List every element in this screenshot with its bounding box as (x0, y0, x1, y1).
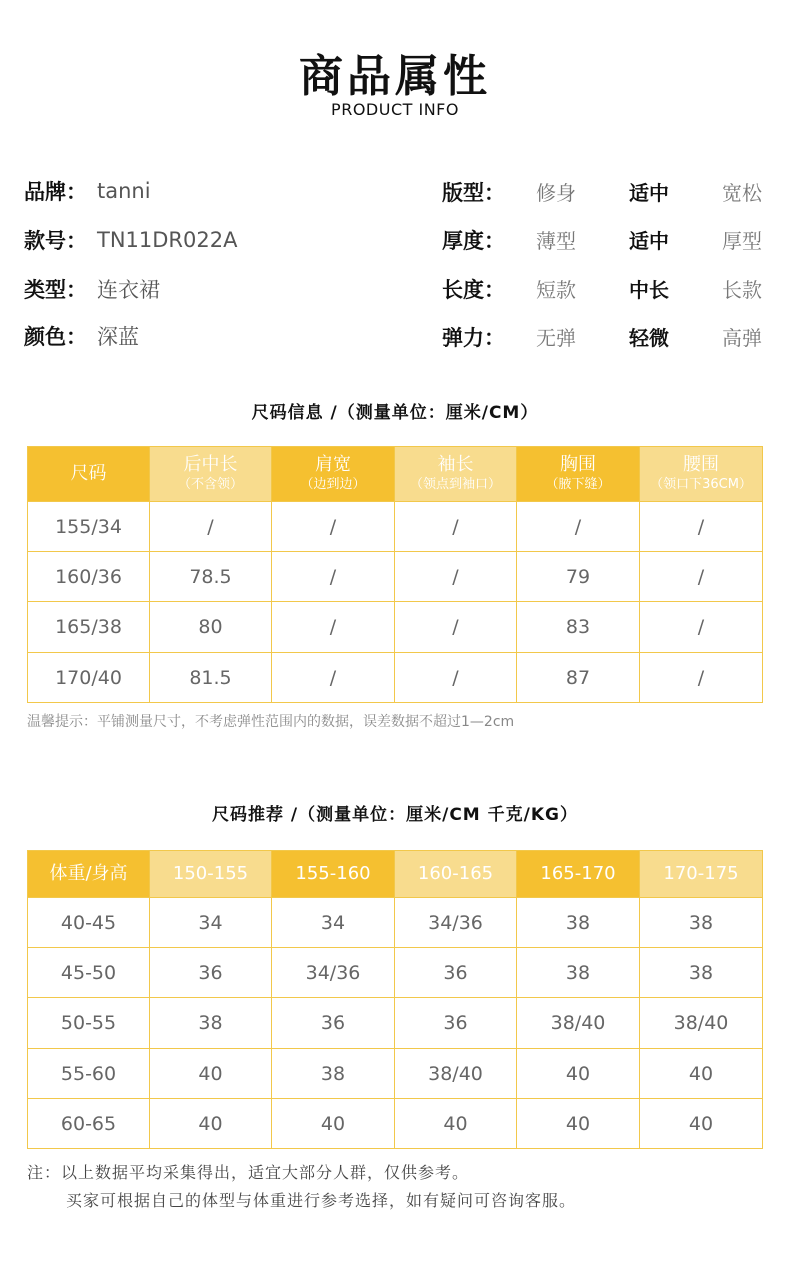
header-sub: （腋下缝） (545, 477, 611, 492)
table-cell: / (272, 653, 395, 703)
option-fit-choice-selected: 适中 (629, 181, 669, 205)
table-cell: 36 (272, 998, 395, 1049)
table-header-cell (640, 447, 763, 502)
option-thickness-choice-selected: 适中 (629, 229, 669, 253)
attr-brand (24, 176, 151, 206)
header-main: 肩宽 (315, 454, 351, 475)
table-cell: 40 (640, 1049, 763, 1099)
header-main: 150-155 (172, 863, 249, 884)
header-sub: （不含领） (177, 477, 243, 492)
header-main: 后中长 (183, 454, 238, 475)
attr-label: 类型： (24, 278, 87, 302)
table-header-cell (640, 851, 763, 898)
table-cell: 34 (150, 898, 272, 948)
size-info-note: 温馨提示：平铺测量尺寸，不考虑弹性范围内的数据，误差数据不超过1—2cm (27, 714, 515, 730)
header-main: 170-175 (663, 863, 739, 884)
table-row (28, 653, 763, 703)
table-row (28, 552, 763, 602)
attr-label: 款号： (24, 229, 87, 253)
attr-value: 深蓝 (97, 325, 139, 349)
attr-value: TN11DR022A (97, 228, 238, 252)
table-header-row (28, 851, 763, 898)
table-cell: 160/36 (28, 552, 150, 602)
table-cell: 55-60 (28, 1049, 150, 1099)
header-main: 155-160 (295, 863, 371, 884)
table-cell: 78.5 (150, 552, 272, 602)
option-thickness-label: 厚度： (442, 229, 505, 253)
table-row (28, 948, 763, 998)
table-cell: 50-55 (28, 998, 150, 1049)
table-header-cell (272, 447, 395, 502)
table-cell: 38 (640, 948, 763, 998)
size-rec-title: 尺码推荐 /（测量单位：厘米/CM 千克/KG） (212, 805, 578, 825)
attr-value: tanni (97, 179, 151, 203)
attr-label: 颜色： (24, 325, 87, 349)
option-thickness-choice: 薄型 (536, 229, 576, 253)
table-cell: / (640, 653, 763, 703)
option-fit-label: 版型： (442, 181, 505, 205)
table-cell: / (272, 552, 395, 602)
table-cell: 40 (640, 1099, 763, 1149)
table-header-cell (517, 447, 640, 502)
option-stretch-label: 弹力： (442, 326, 505, 350)
attr-color (24, 321, 139, 351)
table-cell: 170/40 (28, 653, 150, 703)
table-cell: 34 (272, 898, 395, 948)
table-row (28, 998, 763, 1049)
header-main: 160-165 (417, 863, 494, 884)
table-cell: 36 (150, 948, 272, 998)
size-info-table (27, 446, 763, 703)
option-length-choice: 长款 (722, 278, 762, 302)
table-cell: / (517, 502, 640, 552)
table-cell: / (395, 552, 517, 602)
table-cell: 60-65 (28, 1099, 150, 1149)
table-cell: / (395, 502, 517, 552)
table-cell: 40 (150, 1049, 272, 1099)
table-cell: 40 (517, 1099, 640, 1149)
option-stretch-choice: 无弹 (536, 326, 576, 350)
table-header-cell (272, 851, 395, 898)
table-cell: 38/40 (395, 1049, 517, 1099)
size-rec-note-line2: 买家可根据自己的体型与体重进行参考选择，如有疑问可咨询客服。 (66, 1191, 577, 1210)
table-cell: 87 (517, 653, 640, 703)
table-header-row (28, 447, 763, 502)
header-main: 胸围 (560, 454, 596, 475)
table-header-cell (395, 851, 517, 898)
table-cell: 40 (272, 1099, 395, 1149)
header-main: 尺码 (70, 463, 107, 484)
table-cell: / (272, 602, 395, 653)
option-stretch-choice-selected: 轻微 (629, 326, 669, 350)
table-cell: 36 (395, 998, 517, 1049)
option-length-choice: 短款 (536, 278, 576, 302)
table-row (28, 1049, 763, 1099)
table-cell: 80 (150, 602, 272, 653)
table-cell: 40 (395, 1099, 517, 1149)
size-info-title: 尺码信息 /（测量单位：厘米/CM） (251, 403, 539, 423)
table-cell: 155/34 (28, 502, 150, 552)
table-cell: 40-45 (28, 898, 150, 948)
table-cell: 38 (272, 1049, 395, 1099)
table-row (28, 898, 763, 948)
header-sub: （领口下36CM） (650, 477, 752, 492)
page-title: 商品属性 (299, 51, 491, 102)
table-cell: 38/40 (640, 998, 763, 1049)
option-stretch-choice: 高弹 (722, 326, 762, 350)
size-rec-table (27, 850, 763, 1149)
table-header-cell (150, 447, 272, 502)
table-cell: 36 (395, 948, 517, 998)
table-cell: 38 (517, 898, 640, 948)
table-header-cell (28, 851, 150, 898)
table-cell: 40 (517, 1049, 640, 1099)
table-cell: 83 (517, 602, 640, 653)
table-header-cell (28, 447, 150, 502)
table-cell: / (395, 653, 517, 703)
table-header-cell (150, 851, 272, 898)
option-thickness-choice: 厚型 (722, 229, 762, 253)
table-cell: 79 (517, 552, 640, 602)
table-cell: / (640, 552, 763, 602)
size-rec-note-line1: 注：以上数据平均采集得出，适宜大部分人群，仅供参考。 (27, 1163, 470, 1182)
option-length-choice-selected: 中长 (629, 278, 669, 302)
table-cell: 38 (640, 898, 763, 948)
attr-label: 品牌： (24, 180, 87, 204)
page-subtitle: PRODUCT INFO (331, 100, 459, 119)
table-cell: / (640, 602, 763, 653)
table-header-cell (395, 447, 517, 502)
table-row (28, 602, 763, 653)
table-cell: 38 (150, 998, 272, 1049)
attr-type (24, 274, 160, 304)
table-cell: / (395, 602, 517, 653)
table-cell: 165/38 (28, 602, 150, 653)
table-cell: 45-50 (28, 948, 150, 998)
table-cell: 34/36 (395, 898, 517, 948)
option-length-label: 长度： (442, 278, 505, 302)
table-cell: / (272, 502, 395, 552)
table-row (28, 1099, 763, 1149)
header-sub: （领点到袖口） (409, 477, 501, 492)
option-fit-choice: 修身 (536, 181, 576, 205)
table-cell: / (150, 502, 272, 552)
table-cell: 34/36 (272, 948, 395, 998)
table-row (28, 502, 763, 552)
table-cell: 38 (517, 948, 640, 998)
header-main: 体重/身高 (49, 863, 128, 884)
table-cell: 40 (150, 1099, 272, 1149)
attr-style-no (24, 225, 237, 255)
option-fit-choice: 宽松 (722, 181, 762, 205)
header-main: 袖长 (437, 454, 474, 475)
attr-value: 连衣裙 (97, 278, 160, 302)
header-main: 165-170 (540, 863, 616, 884)
table-header-cell (517, 851, 640, 898)
table-cell: 38/40 (517, 998, 640, 1049)
table-cell: / (640, 502, 763, 552)
header-main: 腰围 (683, 454, 719, 475)
header-sub: （边到边） (300, 477, 366, 492)
table-cell: 81.5 (150, 653, 272, 703)
